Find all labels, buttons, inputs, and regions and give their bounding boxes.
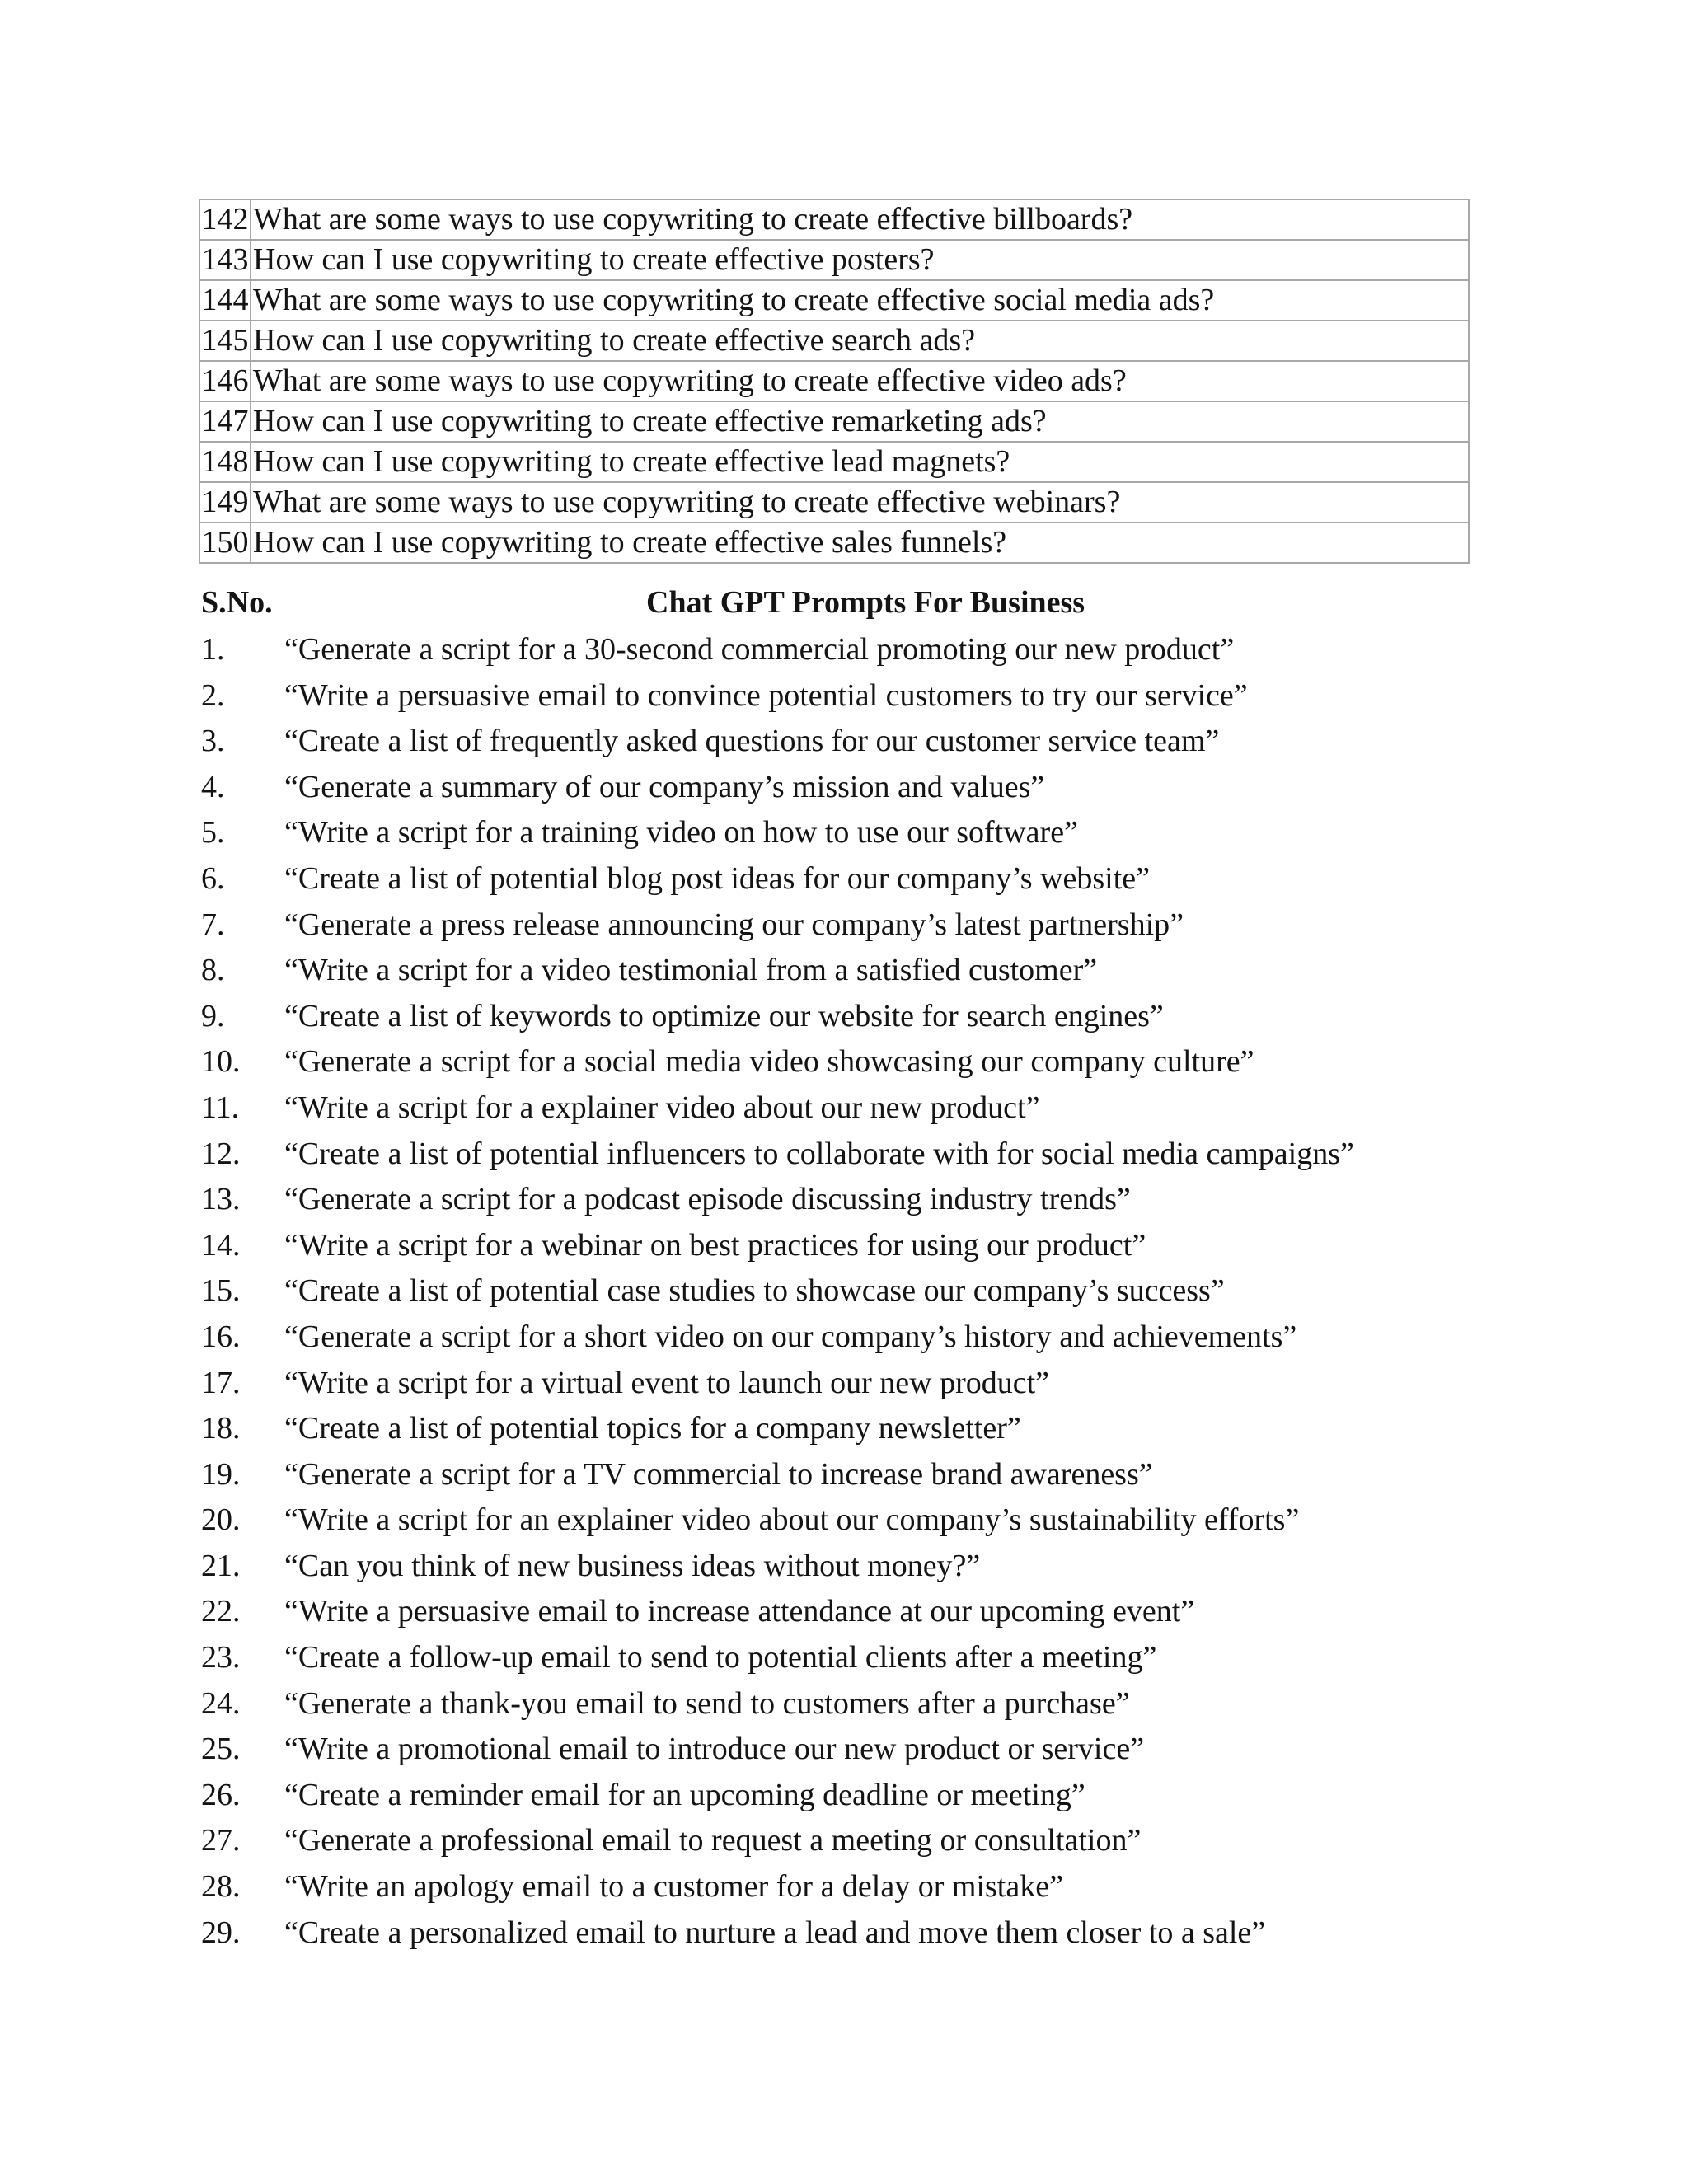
item-text: “Create a list of potential case studies to showcase our company’s success” xyxy=(284,1273,1225,1309)
table-row xyxy=(199,442,1469,482)
item-text: “Generate a script for a 30-second commercial promoting our new product” xyxy=(284,632,1235,667)
row-number: 149 xyxy=(199,482,251,523)
copywriting-questions-table xyxy=(199,199,1470,564)
row-question: How can I use copywriting to create effective remarketing ads? xyxy=(251,401,1469,442)
item-number: 13. xyxy=(201,1182,241,1217)
item-text: “Create a list of keywords to optimize our website for search engines” xyxy=(284,998,1164,1033)
row-number: 145 xyxy=(199,321,251,361)
table-row xyxy=(199,321,1469,361)
row-question: What are some ways to use copywriting to create effective billboards? xyxy=(251,199,1469,240)
item-text: “Create a follow-up email to send to potential clients after a meeting” xyxy=(284,1640,1157,1675)
section-title: Chat GPT Prompts For Business xyxy=(646,585,1085,620)
item-number: 4. xyxy=(201,769,225,804)
item-text: “Write a script for a webinar on best practices for using our product” xyxy=(284,1227,1146,1263)
item-number: 25. xyxy=(201,1732,241,1767)
item-number: 19. xyxy=(201,1456,241,1492)
row-number: 146 xyxy=(199,361,251,401)
item-text: “Can you think of new business ideas without money?” xyxy=(284,1548,981,1583)
item-number: 14. xyxy=(201,1227,241,1263)
item-text: “Generate a summary of our company’s mission and values” xyxy=(284,769,1045,804)
item-number: 16. xyxy=(201,1319,241,1354)
item-number: 27. xyxy=(201,1823,241,1858)
item-text: “Write a script for an explainer video about our company’s sustainability efforts” xyxy=(284,1502,1300,1538)
row-number: 142 xyxy=(199,199,251,240)
row-question: What are some ways to use copywriting to create effective social media ads? xyxy=(251,280,1469,321)
row-question: What are some ways to use copywriting to create effective webinars? xyxy=(251,482,1469,523)
item-number: 18. xyxy=(201,1411,241,1446)
item-text: “Generate a script for a short video on our company’s history and achievements” xyxy=(284,1319,1297,1354)
item-number: 2. xyxy=(201,677,225,713)
item-number: 8. xyxy=(201,953,225,988)
item-text: “Generate a script for a podcast episode discussing industry trends” xyxy=(284,1182,1131,1217)
item-number: 24. xyxy=(201,1685,241,1721)
item-number: 7. xyxy=(201,907,225,942)
item-text: “Create a list of frequently asked questions for our customer service team” xyxy=(284,724,1220,759)
row-question: How can I use copywriting to create effective search ads? xyxy=(251,321,1469,361)
item-text: “Write a persuasive email to increase attendance at our upcoming event” xyxy=(284,1594,1195,1629)
item-number: 9. xyxy=(201,998,225,1033)
item-number: 22. xyxy=(201,1594,241,1629)
item-text: “Write a script for a explainer video about our new product” xyxy=(284,1090,1040,1125)
item-text: “Write a script for a video testimonial from a satisfied customer” xyxy=(284,953,1098,988)
row-question: What are some ways to use copywriting to create effective video ads? xyxy=(251,361,1469,401)
row-question: How can I use copywriting to create effective posters? xyxy=(251,240,1469,280)
item-text: “Write a persuasive email to convince potential customers to try our service” xyxy=(284,677,1248,713)
row-number: 147 xyxy=(199,401,251,442)
item-number: 11. xyxy=(201,1090,240,1125)
prompts-header xyxy=(201,582,1470,623)
item-number: 17. xyxy=(201,1365,241,1400)
item-text: “Generate a script for a social media video showcasing our company culture” xyxy=(284,1044,1254,1080)
item-number: 10. xyxy=(201,1044,241,1080)
item-text: “Create a reminder email for an upcoming deadline or meeting” xyxy=(284,1777,1085,1812)
item-text: “Create a list of potential blog post ideas for our company’s website” xyxy=(284,860,1150,896)
item-text: “Write an apology email to a customer for a delay or mistake” xyxy=(284,1869,1063,1905)
item-number: 26. xyxy=(201,1777,241,1812)
item-text: “Write a script for a virtual event to launch our new product” xyxy=(284,1365,1050,1400)
row-question: How can I use copywriting to create effective lead magnets? xyxy=(251,442,1469,482)
item-number: 12. xyxy=(201,1136,241,1171)
row-number: 148 xyxy=(199,442,251,482)
table-row xyxy=(199,240,1469,280)
row-number: 144 xyxy=(199,280,251,321)
table-row xyxy=(199,280,1469,321)
item-number: 23. xyxy=(201,1640,241,1675)
table-row xyxy=(199,523,1469,563)
item-number: 1. xyxy=(201,632,225,667)
item-number: 29. xyxy=(201,1915,241,1950)
item-text: “Generate a thank-you email to send to customers after a purchase” xyxy=(284,1685,1130,1721)
item-number: 6. xyxy=(201,860,225,896)
item-number: 20. xyxy=(201,1502,241,1538)
item-text: “Create a list of potential topics for a company newsletter” xyxy=(284,1411,1021,1446)
item-text: “Generate a professional email to request a meeting or consultation” xyxy=(284,1823,1142,1858)
table-row xyxy=(199,401,1469,442)
item-number: 28. xyxy=(201,1869,241,1905)
table-row xyxy=(199,199,1469,240)
item-text: “Generate a press release announcing our company’s latest partnership” xyxy=(284,907,1184,942)
item-text: “Generate a script for a TV commercial to increase brand awareness” xyxy=(284,1456,1153,1492)
item-number: 3. xyxy=(201,724,225,759)
item-number: 5. xyxy=(201,815,225,851)
sno-column-heading: S.No. xyxy=(201,585,273,620)
row-number: 143 xyxy=(199,240,251,280)
table-row xyxy=(199,482,1469,523)
item-text: “Create a list of potential influencers to collaborate with for social media campaigns” xyxy=(284,1136,1354,1171)
item-text: “Write a script for a training video on how to use our software” xyxy=(284,815,1078,851)
item-number: 21. xyxy=(201,1548,241,1583)
item-text: “Write a promotional email to introduce our new product or service” xyxy=(284,1732,1145,1767)
row-number: 150 xyxy=(199,523,251,563)
row-question: How can I use copywriting to create effective sales funnels? xyxy=(251,523,1469,563)
item-number: 15. xyxy=(201,1273,241,1309)
table-row xyxy=(199,361,1469,401)
item-text: “Create a personalized email to nurture a lead and move them closer to a sale” xyxy=(284,1915,1266,1950)
